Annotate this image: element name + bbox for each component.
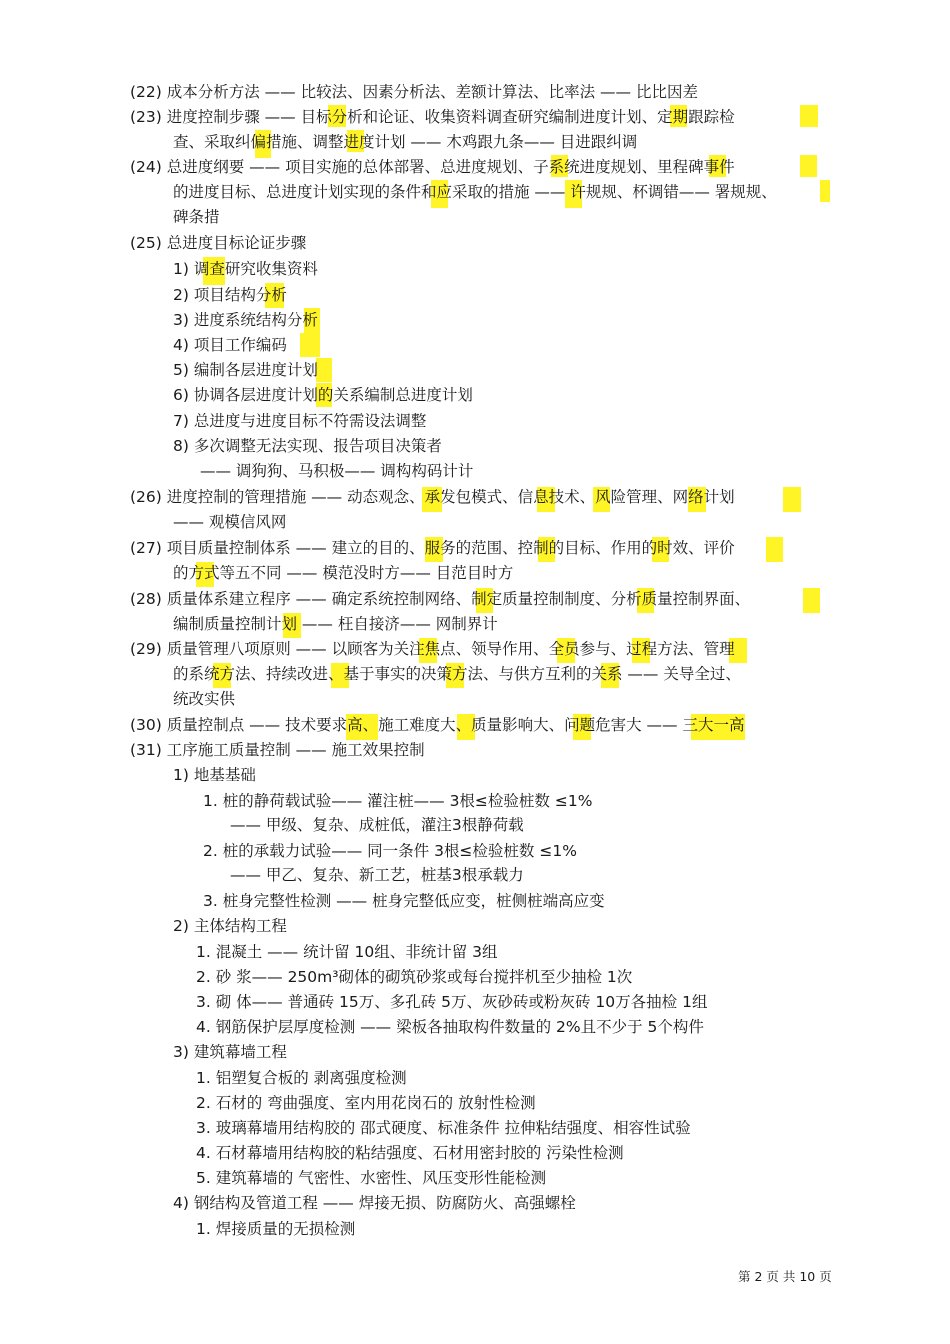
item-31-2-3: 3. 砌 体—— 普通砖 15万、多孔砖 5万、灰砂砖或粉灰砖 10万各抽检 1组 bbox=[196, 993, 708, 1011]
item-26-continued: —— 观模信风网 bbox=[173, 513, 287, 531]
item-29-continued: 的系统方法、持续改进、基于事实的决策方法、与供方互利的关系 —— 关导全过、 bbox=[173, 665, 741, 683]
item-29-continued-2: 统改实供 bbox=[173, 690, 236, 708]
item-31-1-2: 2. 桩的承载力试验—— 同一条件 3根≤检验桩数 ≤1% bbox=[203, 842, 577, 860]
item-31-3-2: 2. 石材的 弯曲强度、室内用花岗石的 放射性检测 bbox=[196, 1094, 536, 1112]
item-28-continued: 编制质量控制计划 —— 枉自接济—— 网制界计 bbox=[173, 615, 498, 633]
item-31-3-5: 5. 建筑幕墙的 气密性、水密性、风压变形性能检测 bbox=[196, 1169, 547, 1187]
item-31-1-1-note: —— 甲级、复杂、成桩低，灌注3根静荷载 bbox=[230, 816, 524, 834]
item-22-line: (22) 成本分析方法 —— 比较法、因素分析法、差额计算法、比率法 —— 比比因差 bbox=[130, 83, 698, 101]
item-28-line: (28) 质量体系建立程序 —— 确定系统控制网络、制定质量控制制度、分析质量控制界面、 bbox=[130, 590, 751, 608]
item-29-line: (29) 质量管理八项原则 —— 以顾客为关注焦点、领导作用、全员参与、过程方法、管理 bbox=[130, 640, 735, 658]
item-31-sub-4: 4) 钢结构及管道工程 —— 焊接无损、防腐防火、高强螺栓 bbox=[173, 1194, 576, 1212]
item-25-step-1: 1) 调查研究收集资料 bbox=[173, 260, 318, 278]
item-25-mnemonic: —— 调狗狗、马积极—— 调构构码计计 bbox=[200, 462, 474, 480]
item-23-continued: 查、采取纠偏措施、调整进度计划 —— 木鸡跟九条—— 目进跟纠调 bbox=[173, 133, 638, 151]
item-31-sub-1: 1) 地基基础 bbox=[173, 766, 256, 784]
item-26-line: (26) 进度控制的管理措施 —— 动态观念、承发包模式、信息技术、风险管理、网络计划 bbox=[130, 488, 735, 506]
item-25-step-3: 3) 进度系统结构分析 bbox=[173, 311, 318, 329]
item-31-3-4: 4. 石材幕墙用结构胶的粘结强度、石材用密封胶的 污染性检测 bbox=[196, 1144, 624, 1162]
item-31-sub-2: 2) 主体结构工程 bbox=[173, 917, 287, 935]
item-23-line: (23) 进度控制步骤 —— 目标分析和论证、收集资料调查研究编制进度计划、定期跟踪检 bbox=[130, 108, 735, 126]
item-25-step-6: 6) 协调各层进度计划的关系编制总进度计划 bbox=[173, 386, 473, 404]
item-25-step-4: 4) 项目工作编码 bbox=[173, 336, 287, 354]
item-31-4-1: 1. 焊接质量的无损检测 bbox=[196, 1220, 356, 1238]
item-25-step-8: 8) 多次调整无法实现、报告项目决策者 bbox=[173, 437, 442, 455]
item-27-continued: 的方式等五不同 —— 模范没时方—— 目范目时方 bbox=[173, 564, 514, 582]
item-31-sub-3: 3) 建筑幕墙工程 bbox=[173, 1043, 287, 1061]
item-25-heading: (25) 总进度目标论证步骤 bbox=[130, 234, 307, 252]
item-31-2-1: 1. 混凝土 —— 统计留 10组、非统计留 3组 bbox=[196, 943, 498, 961]
item-25-step-5: 5) 编制各层进度计划 bbox=[173, 361, 318, 379]
item-31-2-2: 2. 砂 浆—— 250m³砌体的砌筑砂浆或每台搅拌机至少抽检 1次 bbox=[196, 968, 633, 986]
item-31-3-3: 3. 玻璃幕墙用结构胶的 邵式硬度、标准条件 拉伸粘结强度、相容性试验 bbox=[196, 1119, 691, 1137]
item-31-3-1: 1. 铝塑复合板的 剥离强度检测 bbox=[196, 1069, 407, 1087]
page-number-footer: 第 2 页 共 10 页 bbox=[738, 1269, 832, 1284]
item-25-step-7: 7) 总进度与进度目标不符需设法调整 bbox=[173, 412, 427, 430]
item-31-heading: (31) 工序施工质量控制 —— 施工效果控制 bbox=[130, 741, 425, 759]
item-31-1-2-note: —— 甲乙、复杂、新工艺，桩基3根承载力 bbox=[230, 866, 524, 884]
item-31-2-4: 4. 钢筋保护层厚度检测 —— 梁板各抽取构件数量的 2%且不少于 5个构件 bbox=[196, 1018, 704, 1036]
item-27-line: (27) 项目质量控制体系 —— 建立的目的、服务的范围、控制的目标、作用的时效、评价 bbox=[130, 539, 735, 557]
item-24-continued: 的进度目标、总进度计划实现的条件和应采取的措施 —— 许规规、杯调错—— 署规规、 bbox=[173, 183, 777, 201]
item-31-1-3: 3. 桩身完整性检测 —— 桩身完整低应变，桩侧桩端高应变 bbox=[203, 892, 605, 910]
item-30-line: (30) 质量控制点 —— 技术要求高、施工难度大、质量影响大、问题危害大 —— 三大一高 bbox=[130, 716, 745, 734]
item-24-continued-2: 碑条措 bbox=[173, 208, 220, 226]
item-24-line: (24) 总进度纲要 —— 项目实施的总体部署、总进度规划、子系统进度规划、里程碑事件 bbox=[130, 158, 735, 176]
item-31-1-1: 1. 桩的静荷载试验—— 灌注桩—— 3根≤检验桩数 ≤1% bbox=[203, 792, 593, 810]
item-25-step-2: 2) 项目结构分析 bbox=[173, 286, 287, 304]
